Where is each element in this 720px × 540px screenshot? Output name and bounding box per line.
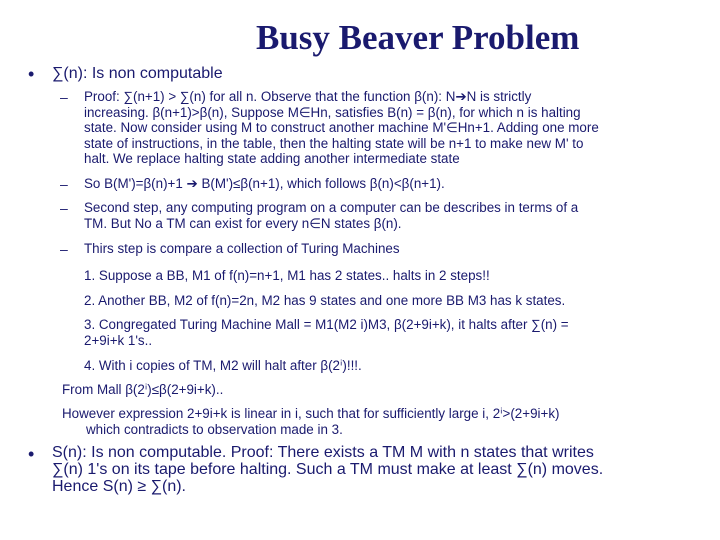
however-para: [62, 406, 559, 437]
slide-title: Busy Beaver Problem: [256, 18, 580, 57]
text-line: S(n): Is non computable. Proof: There exists a TM M with n states that writes: [52, 444, 594, 461]
text-line: ∑(n) 1's on its tape before halting. Such a TM must make at least ∑(n) moves.: [52, 461, 604, 478]
bullet-s-noncomputable: [52, 444, 603, 495]
dash-marker: –: [60, 241, 68, 257]
numbered-para-1: [84, 268, 490, 284]
sub-item-third-step: [84, 241, 400, 257]
dash-marker: –: [60, 89, 68, 105]
text-line: Hence S(n) ≥ ∑(n).: [52, 478, 186, 495]
numbered-para-2: [84, 293, 565, 309]
text-line: halt. We replace halting state adding another intermediate state: [84, 151, 460, 167]
text-line: Second step, any computing program on a computer can be describes in terms of a: [84, 200, 579, 215]
text-line: Thirs step is compare a collection of Turing Machines: [84, 241, 400, 256]
text-line: state. Now consider using M to construct another machine M'∈Hn+1. Adding one more: [84, 120, 599, 136]
text-line: 2. Another BB, M2 of f(n)=2n, M2 has 9 states and one more BB M3 has k states.: [84, 293, 566, 308]
sub-item-so: [84, 176, 445, 192]
bullet-marker: •: [28, 64, 35, 84]
sub-item-second-step: [84, 200, 578, 231]
text-line: So B(M')=β(n)+1 ➔ B(M')≤β(n+1), which follows β(n)<β(n+1).: [84, 176, 445, 191]
text-line: which contradicts to observation made in 3.: [86, 421, 343, 437]
text-line: However expression 2+9i+k is linear in i, such that for sufficiently large i, 2ⁱ>(2+9i+k): [62, 406, 560, 421]
numbered-para-3: [84, 317, 569, 348]
bullet-sigma-noncomputable: ∑(n): Is non computable: [52, 65, 223, 82]
numbered-para-4: [84, 358, 362, 374]
sub-item-proof: [84, 89, 599, 167]
dash-marker: –: [60, 176, 68, 192]
text-line: 2+9i+k 1's..: [84, 332, 153, 348]
text-line: Proof: ∑(n+1) > ∑(n) for all n. Observe that the function β(n): N➔N is strictly: [84, 89, 532, 104]
text-line: increasing. β(n+1)>β(n), Suppose M∈Hn, satisfies B(n) = β(n), for which n is halting: [84, 104, 581, 120]
text-line: 4. With i copies of TM, M2 will halt after β(2ⁱ)!!!.: [84, 358, 362, 373]
bullet-marker: •: [28, 444, 35, 464]
dash-marker: –: [60, 200, 68, 216]
text-line: 3. Congregated Turing Machine Mall = M1(M2 i)M3, β(2+9i+k), it halts after ∑(n) =: [84, 317, 569, 332]
text-line: TM. But No a TM can exist for every n∈N states β(n).: [84, 215, 402, 231]
text-line: state of instructions, in the table, then the halting state will be n+1 to make new M' to: [84, 135, 584, 151]
from-line: From Mall β(2ⁱ)≤β(2+9i+k)..: [62, 382, 224, 397]
text-line: 1. Suppose a BB, M1 of f(n)=n+1, M1 has 2 states.. halts in 2 steps!!: [84, 268, 490, 283]
